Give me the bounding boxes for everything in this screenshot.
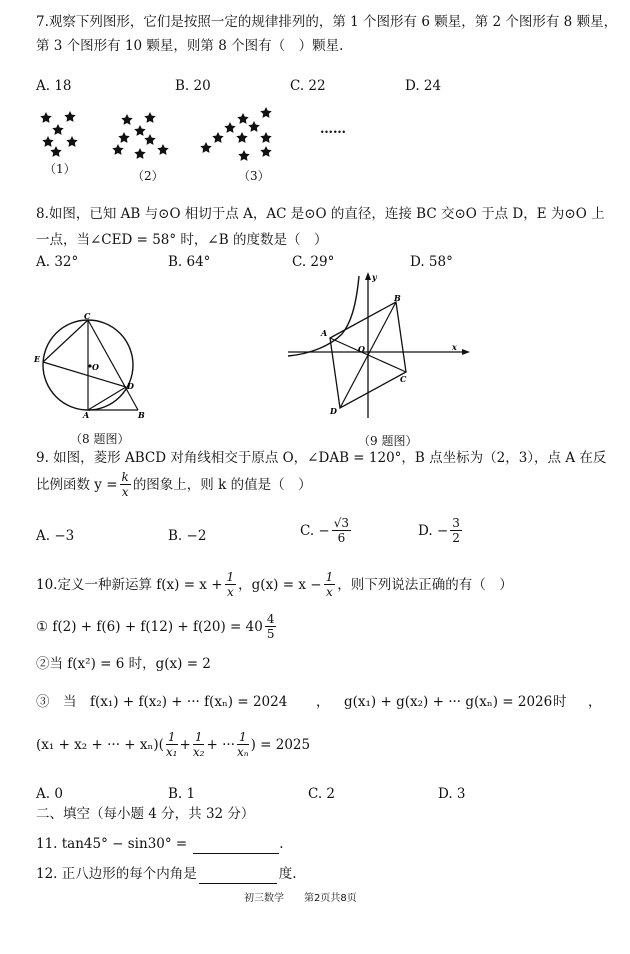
q11-answer-blank[interactable] — [193, 841, 279, 854]
q9-option-a: A. −3 — [36, 528, 75, 544]
q9-option-b: B. −2 — [168, 528, 207, 544]
q10-item3-c: g(x₁) + g(x₂) + ··· g(xₙ) = 2026 — [344, 694, 553, 710]
q10-item3-d: 时 — [553, 694, 567, 710]
q9-stem-line1: 9. 如图，菱形 ABCD 对角线相交于原点 O，∠DAB = 120°，B 点坐标为（2，3），点 A 在反 — [36, 450, 607, 466]
q9-option-d: D. − $\frac{3}{2}$ — [418, 516, 460, 545]
q9-figure-caption: （9 题图） — [358, 434, 418, 448]
q8-option-c: C. 29° — [292, 254, 335, 270]
q9-k-over-x: $\frac{k}{x}$ — [121, 470, 129, 499]
q7-option-a: A. 18 — [36, 78, 72, 94]
figure-label-1: （1） — [44, 162, 76, 176]
q8-option-a: A. 32° — [36, 254, 79, 270]
q10-item3-e: ， — [588, 694, 602, 710]
footer-subject: 初三数学 — [244, 893, 284, 904]
q7-star-figures — [0, 100, 630, 200]
point-c-label: C — [84, 311, 91, 321]
footer-page-number: 第2页共8页 — [304, 893, 357, 904]
q10-item1: ① f(2) + f(6) + f(12) + f(20) = 40 $\frac{4}{5}$ — [36, 612, 275, 641]
q12-answer-blank[interactable] — [199, 871, 277, 884]
star-figure-3 — [200, 107, 271, 161]
point-b-label: B — [394, 293, 401, 303]
star-figure-1 — [40, 111, 77, 157]
q10-item3-line2: (x₁ + x₂ + ··· + xₙ)( $\frac{1}{\text{x₁}}$ + $\frac{1}{\text{x₂}}$ + ··· $\frac{1}{\text{xₙ}}$ ) = 2025 — [36, 730, 311, 759]
point-c-label: C — [400, 374, 407, 384]
q8-figure — [30, 310, 160, 425]
q10-item2: ②当 f(x²) = 6 时，g(x) = 2 — [36, 656, 211, 672]
q8-stem-line1: 8.如图，已知 AB 与⊙O 相切于点 A，AC 是⊙O 的直径，连接 BC 交⊙O 于点 D，E 为⊙O 上 — [36, 206, 605, 222]
q10-option-d: D. 3 — [438, 786, 466, 802]
point-o-label: O — [358, 344, 365, 354]
q8-figure-caption: （8 题图） — [70, 432, 130, 446]
star-figure-2 — [112, 112, 168, 159]
q10-item3-b: ， — [316, 694, 330, 710]
point-b-label: B — [138, 410, 145, 420]
q7-option-d: D. 24 — [405, 78, 442, 94]
figure-label-2: （2） — [132, 169, 164, 183]
q10-option-c: C. 2 — [308, 786, 336, 802]
q7-stem-line2: 第 3 个图形有 10 颗星，则第 8 个图有（ ）颗星. — [36, 38, 344, 54]
q11: 11. tan45° − sin30° = . — [36, 836, 284, 852]
axis-y-label: y — [372, 272, 377, 282]
q7-option-c: C. 22 — [290, 78, 326, 94]
q7-stem-line1: 7.观察下列图形，它们是按照一定的规律排列的，第 1 个图形有 6 颗星，第 2 个图形有 8 颗星， — [36, 14, 618, 30]
q8-stem-line2: 一点，当∠CED = 58° 时，∠B 的度数是（ ） — [36, 232, 328, 248]
q8-option-d: D. 58° — [410, 254, 453, 270]
point-d-label: D — [127, 381, 134, 391]
q9-line2-post: 的图象上，则 k 的值是（ ） — [132, 476, 312, 493]
point-a-label: A — [83, 410, 90, 420]
section-2-title: 二、填空（每小题 4 分，共 32 分） — [36, 806, 255, 822]
q7-option-b: B. 20 — [175, 78, 211, 94]
figure-label-3: （3） — [238, 169, 270, 183]
point-o-label: O — [92, 362, 99, 372]
q9-option-c: C. − $\frac{√3}{6}$ — [300, 516, 350, 545]
q9-stem-line2 — [36, 470, 312, 499]
q9-line2-pre: 比例函数 y = — [36, 476, 118, 493]
point-a-label: A — [321, 328, 328, 338]
point-e-label: E — [34, 354, 41, 364]
q10-option-a: A. 0 — [36, 786, 63, 802]
q7-ellipsis: …… — [320, 122, 346, 137]
q8-option-b: B. 64° — [168, 254, 211, 270]
q10-option-b: B. 1 — [168, 786, 196, 802]
q10-item3-a: ③ 当 f(x₁) + f(x₂) + ··· f(xₙ) = 2024 — [36, 694, 288, 710]
point-d-label: D — [330, 406, 337, 416]
q9-figure — [280, 268, 480, 433]
axis-x-label: x — [452, 342, 457, 352]
q12: 12. 正八边形的每个内角是 度. — [36, 866, 297, 882]
q10-stem: 10.定义一种新运算 f(x) = x + $\frac{1}{x}$ ，g(x) = x − $\frac{1}{x}$ ，则下列说法正确的有（ ） — [36, 570, 513, 599]
